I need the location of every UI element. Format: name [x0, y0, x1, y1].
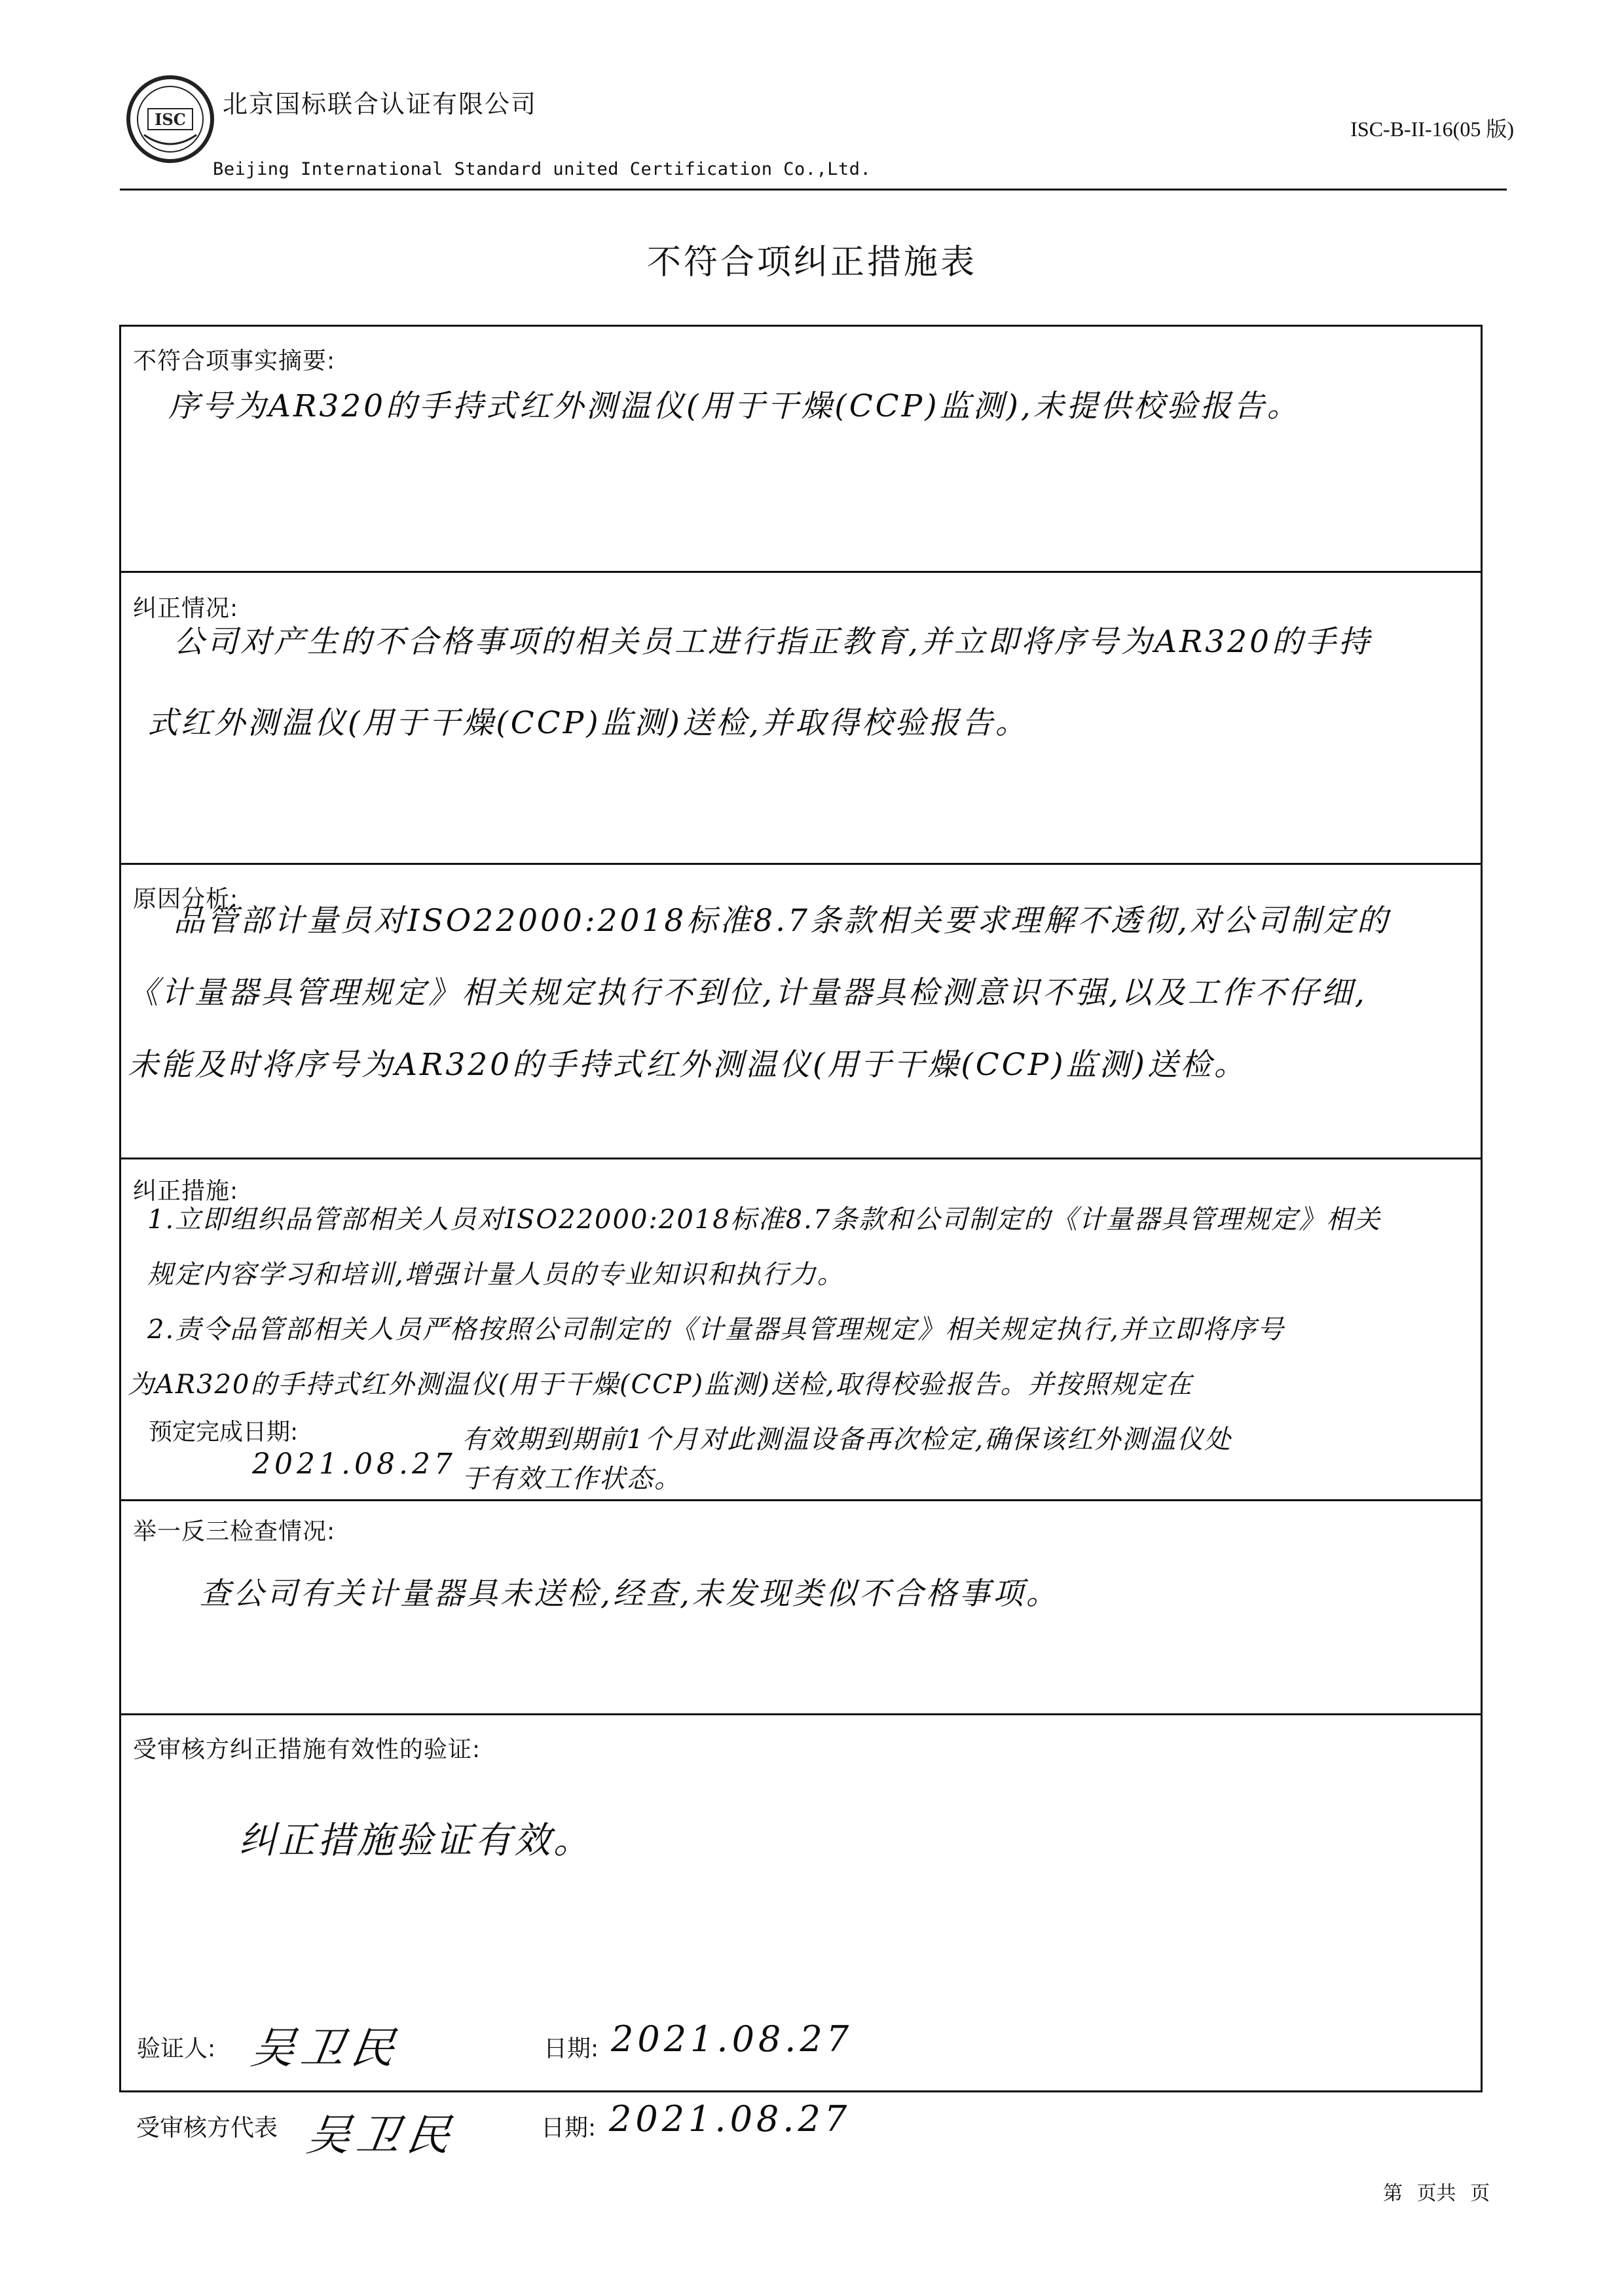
correction-line-2: 式红外测温仪(用于干燥(CCP)监测)送检,并取得校验报告。 [147, 705, 1029, 741]
page-number: 第 页共 页 [1383, 2182, 1490, 2205]
header-divider [120, 189, 1507, 191]
company-name-en: Beijing International Standard united Certification Co.,Ltd. [213, 159, 872, 179]
verifier-signature: 吴卫民 [248, 2023, 405, 2073]
verification-date-label: 日期: [544, 2035, 599, 2062]
inspection-label: 举一反三检查情况: [133, 1518, 336, 1545]
isc-logo-seal [124, 73, 216, 165]
auditee-rep-date: 2021.08.27 [609, 2098, 851, 2140]
correction-label: 纠正情况: [133, 595, 239, 622]
form-code: ISC-B-II-16(05 版) [1350, 117, 1514, 141]
verification-content: 纠正措施验证有效。 [239, 1819, 593, 1862]
section-verification [121, 1713, 1481, 2094]
measures-line-3: 2.责令品管部相关人员严格按照公司制定的《计量器具管理规定》相关规定执行,并立即将序号 [147, 1315, 1285, 1345]
facts-content: 序号为AR320的手持式红外测温仪(用于干燥(CCP)监测),未提供校验报告。 [168, 388, 1301, 424]
correction-line-1: 公司对产生的不合格事项的相关员工进行指正教育,并立即将序号为AR320的手持 [174, 624, 1372, 660]
section-correction [121, 571, 1481, 863]
verification-label: 受审核方纠正措施有效性的验证: [133, 1736, 481, 1763]
cause-line-1: 品管部计量员对ISO22000:2018标准8.7条款相关要求理解不透彻,对公司制定的 [174, 903, 1390, 939]
facts-label: 不符合项事实摘要: [133, 348, 336, 374]
section-facts [121, 327, 1481, 571]
section-inspection [121, 1499, 1481, 1713]
due-date: 2021.08.27 [252, 1448, 456, 1481]
measures-line-4: 为AR320的手持式红外测温仪(用于干燥(CCP)监测)送检,取得校验报告。并按照规定在 [128, 1370, 1193, 1400]
corrective-action-form [119, 325, 1483, 2092]
measures-line-1: 1.立即组织品管部相关人员对ISO22000:2018标准8.7条款和公司制定的《计量器具管理规定》相关 [147, 1205, 1382, 1235]
auditee-rep-signature: 吴卫民 [303, 2110, 460, 2160]
verifier-label: 验证人: [137, 2035, 216, 2062]
logo-text: ISC [155, 110, 186, 129]
document-title: 不符合项纠正措施表 [646, 243, 977, 282]
due-date-label: 预定完成日期: [149, 1419, 299, 1446]
section-measures [121, 1157, 1481, 1499]
section-cause [121, 863, 1481, 1157]
measures-label: 纠正措施: [133, 1178, 239, 1205]
auditee-rep-date-label: 日期: [541, 2115, 597, 2141]
auditee-rep-label: 受审核方代表 [136, 2115, 278, 2141]
cause-line-2: 《计量器具管理规定》相关规定执行不到位,计量器具检测意识不强,以及工作不仔细, [128, 975, 1367, 1011]
cause-line-3: 未能及时将序号为AR320的手持式红外测温仪(用于干燥(CCP)监测)送检。 [128, 1047, 1247, 1083]
inspection-content: 查公司有关计量器具未送检,经查,未发现类似不合格事项。 [200, 1576, 1060, 1612]
verification-date: 2021.08.27 [611, 2018, 853, 2060]
cause-label: 原因分析: [133, 886, 239, 913]
measures-line-5: 有效期到期前1个月对此测温设备再次检定,确保该红外测温仪处 [462, 1425, 1232, 1455]
measures-line-6: 于有效工作状态。 [462, 1464, 682, 1494]
measures-line-2: 规定内容学习和培训,增强计量人员的专业知识和执行力。 [147, 1260, 845, 1290]
company-name-cn: 北京国标联合认证有限公司 [223, 90, 538, 118]
